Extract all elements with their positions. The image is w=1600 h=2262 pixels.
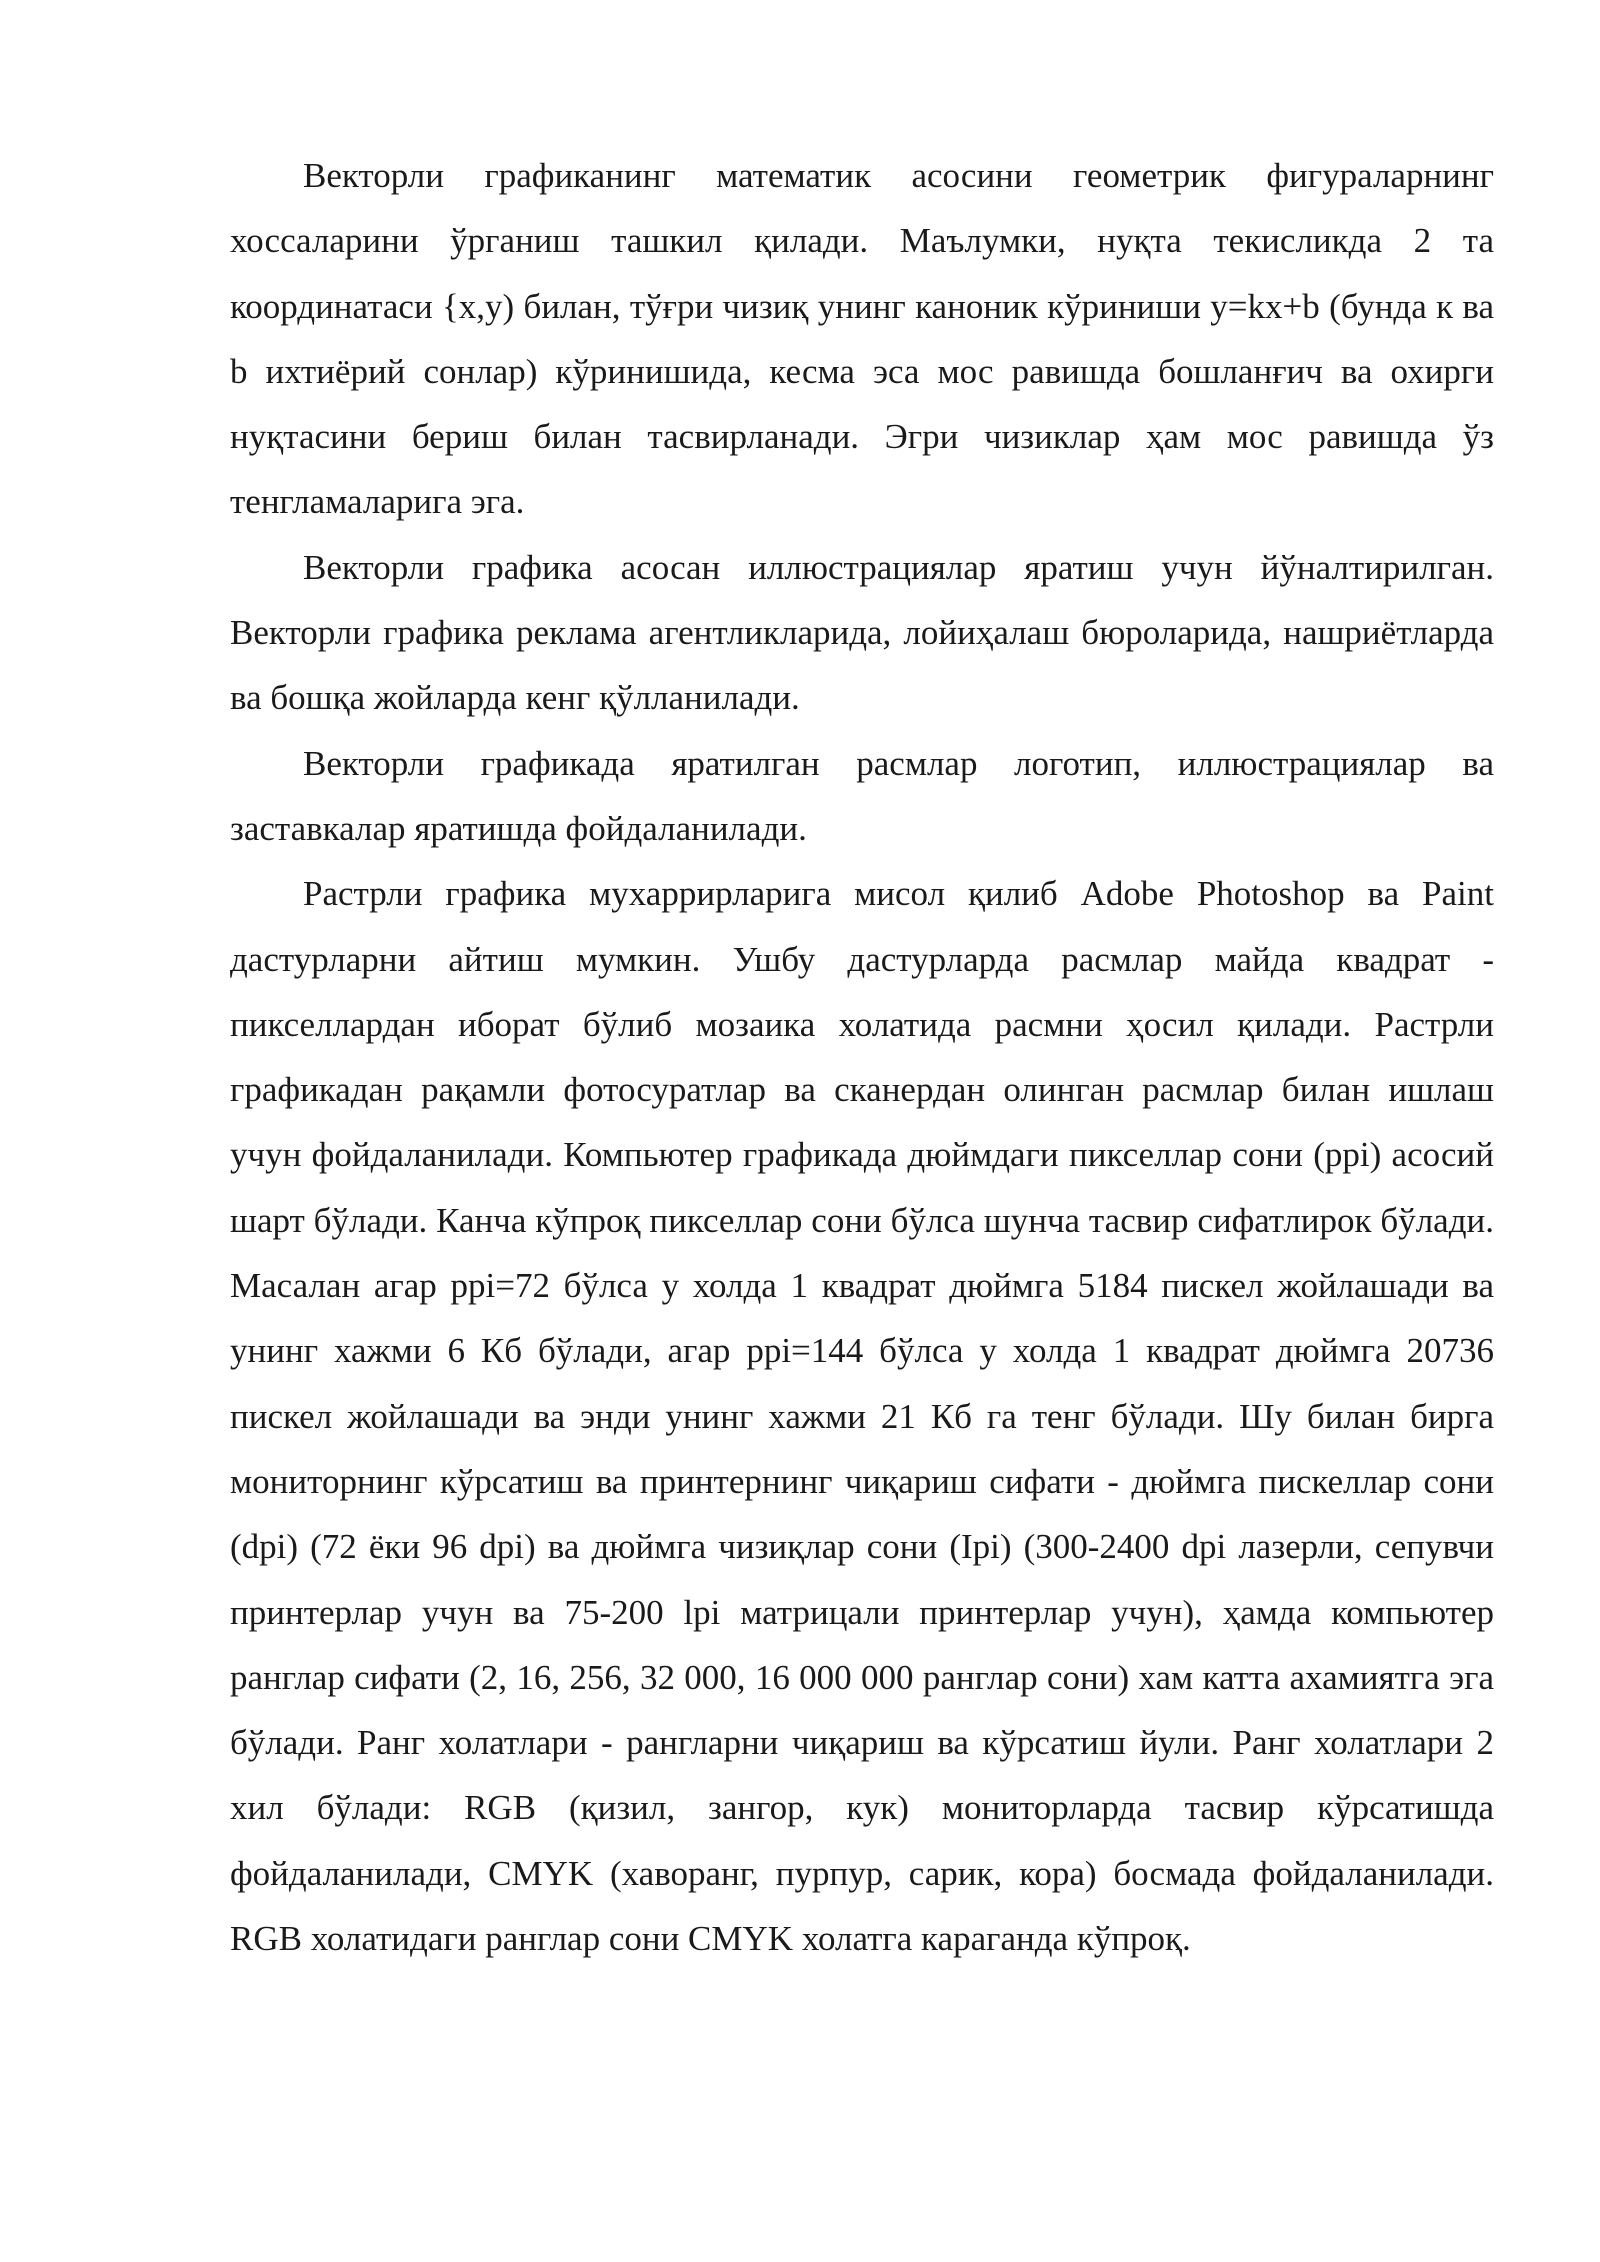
paragraph: Векторли графикада яратилган расмлар логотип, иллюстрациялар ва заставкалар яратишда фойдаланилади. (230, 743, 1494, 848)
paragraph: Векторли графика асосан иллюстрациялар яратиш учун йўналтирилган. Векторли графика реклама агентликларида, лойиҳалаш бюроларида, нашриётларда ва бошқа жойларда кенг қўлланилади. (230, 547, 1494, 718)
paragraph: Растрли графика мухаррирларига мисол қилиб Adobe Photoshop ва Paint дастурларни айтиш мумкин. Ушбу дастурларда расмлар майда квадрат - пикселлардан иборат бўлиб мозаика холатида расмни ҳосил қилади. Растрли графикадан рақамли фотосуратлар ва сканердан олинган расмлар билан ишлаш учун фойдаланилади. Компьютер графикада дюймдаги пикселлар сони (ppi) асосий шарт бўлади. Канча кўпроқ пикселлар сони бўлса шунча тасвир сифатлирок бўлади. Масалан агар ppi=72 бўлса у холда 1 квадрат дюймга 5184 пискел жойлашади ва унинг хажми 6 Кб бўлади, агар ppi=144 бўлса у холда 1 квадрат дюймга 20736 пискел жойлашади ва энди унинг хажми 21 Кб га тенг бўлади. Шу билан бирга мониторнинг кўрсатиш ва принтернинг чиқариш сифати - дюймга пискеллар сони (dpi) (72 ёки 96 dpi) ва дюймга чизиқлар сони (Ipi) (300-2400 dpi лазерли, сепувчи принтерлар учун ва 75-200 lpi матрицали принтерлар учун), ҳамда компьютер ранглар сифати (2, 16, 256, 32 000, 16 000 000 ранглар сони) хам катта ахамиятга эга бўлади. Ранг холатлари - рангларни чиқариш ва кўрсатиш йули. Ранг холатлари 2 хил бўлади: RGB (қизил, зангор, кук) мониторларда тасвир кўрсатишда фойдаланилади, CMYK (хаворанг, пурпур, сарик, кора) босмада фойдаланилади. RGB холатидаги ранглар сони CMYK холатга караганда кўпроқ. (230, 874, 1494, 1959)
body-text (230, 143, 1494, 1971)
paragraph: Векторли графиканинг математик асосини геометрик фигураларнинг хоссаларини ўрганиш ташкил қилади. Маълумки, нуқта текисликда 2 та координатаси {x,y) билан, тўғри чизиқ унинг каноник кўриниши y=kx+b (бунда к ва b ихтиёрий сонлар) кўринишида, кесма эса мос равишда бошланғич ва охирги нуқтасини бериш билан тасвирланади. Эгри чизиклар ҳам мос равишда ўз тенгламаларига эга. (230, 156, 1494, 522)
